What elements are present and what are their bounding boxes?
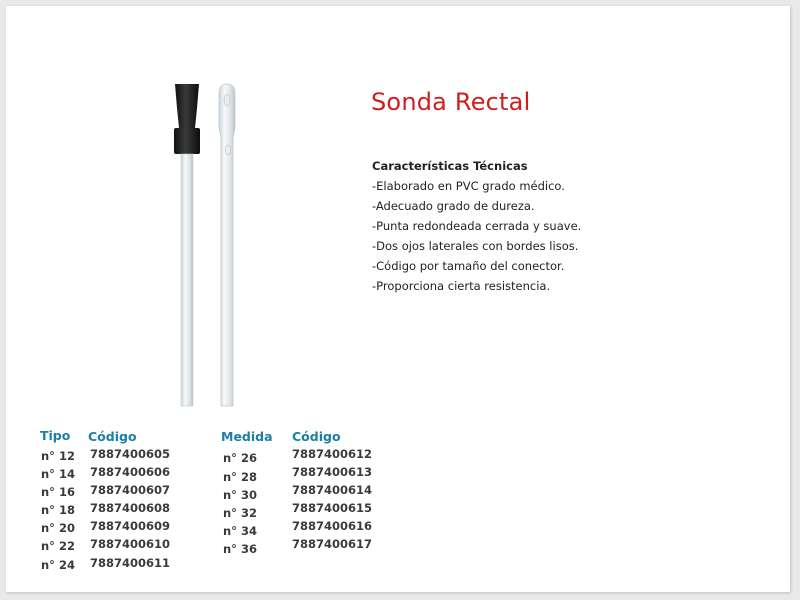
table-cell-code: 7887400616 (292, 519, 373, 533)
feature-item: -Punta redondeada cerrada y suave. (372, 219, 582, 233)
features-section (372, 156, 581, 296)
table-cell-code: 7887400615 (292, 501, 373, 515)
table-cell-code: 7887400614 (292, 483, 373, 497)
table-header-codigo: Código (88, 429, 137, 444)
page (6, 6, 790, 592)
features-heading: Características Técnicas (372, 159, 528, 173)
table-cell-size: n° 20 (41, 521, 75, 535)
page-title: Sonda Rectal (371, 88, 531, 116)
table-cell-size: n° 18 (41, 503, 75, 517)
table-header-codigo: Código (292, 429, 341, 444)
table-cell-code: 7887400606 (90, 465, 171, 479)
table-cell-size: n° 34 (223, 524, 257, 538)
table-cell-code: 7887400610 (90, 537, 171, 551)
feature-item: -Adecuado grado de dureza. (372, 199, 535, 213)
table-cell-code: 7887400611 (90, 556, 171, 570)
table-cell-size: n° 14 (41, 467, 75, 481)
table-cell-size: n° 28 (223, 470, 257, 484)
feature-item: -Código por tamaño del conector. (372, 259, 565, 273)
table-header-medida: Medida (221, 429, 273, 444)
table-cell-size: n° 24 (41, 558, 75, 572)
table-cell-code: 7887400608 (90, 501, 171, 515)
table-cell-code: 7887400607 (90, 483, 171, 497)
rectal-tube-image (166, 78, 256, 408)
table-cell-size: n° 12 (41, 449, 75, 463)
table-cell-code: 7887400609 (90, 519, 171, 533)
feature-item: -Proporciona cierta resistencia. (372, 279, 551, 293)
table-cell-code: 7887400612 (292, 447, 373, 461)
feature-item: -Dos ojos laterales con bordes lisos. (372, 239, 579, 253)
table-header-tipo: Tipo (40, 428, 71, 443)
table-cell-size: n° 30 (223, 488, 257, 502)
table-cell-size: n° 26 (223, 451, 257, 465)
features-list (372, 176, 581, 296)
table-cell-code: 7887400617 (292, 537, 373, 551)
feature-item: -Elaborado en PVC grado médico. (372, 179, 565, 193)
table-cell-size: n° 22 (41, 539, 75, 553)
table-cell-code: 7887400613 (292, 465, 373, 479)
table-cell-size: n° 32 (223, 506, 257, 520)
table-cell-size: n° 16 (41, 485, 75, 499)
table-cell-code: 7887400605 (90, 447, 171, 461)
table-cell-size: n° 36 (223, 542, 257, 556)
